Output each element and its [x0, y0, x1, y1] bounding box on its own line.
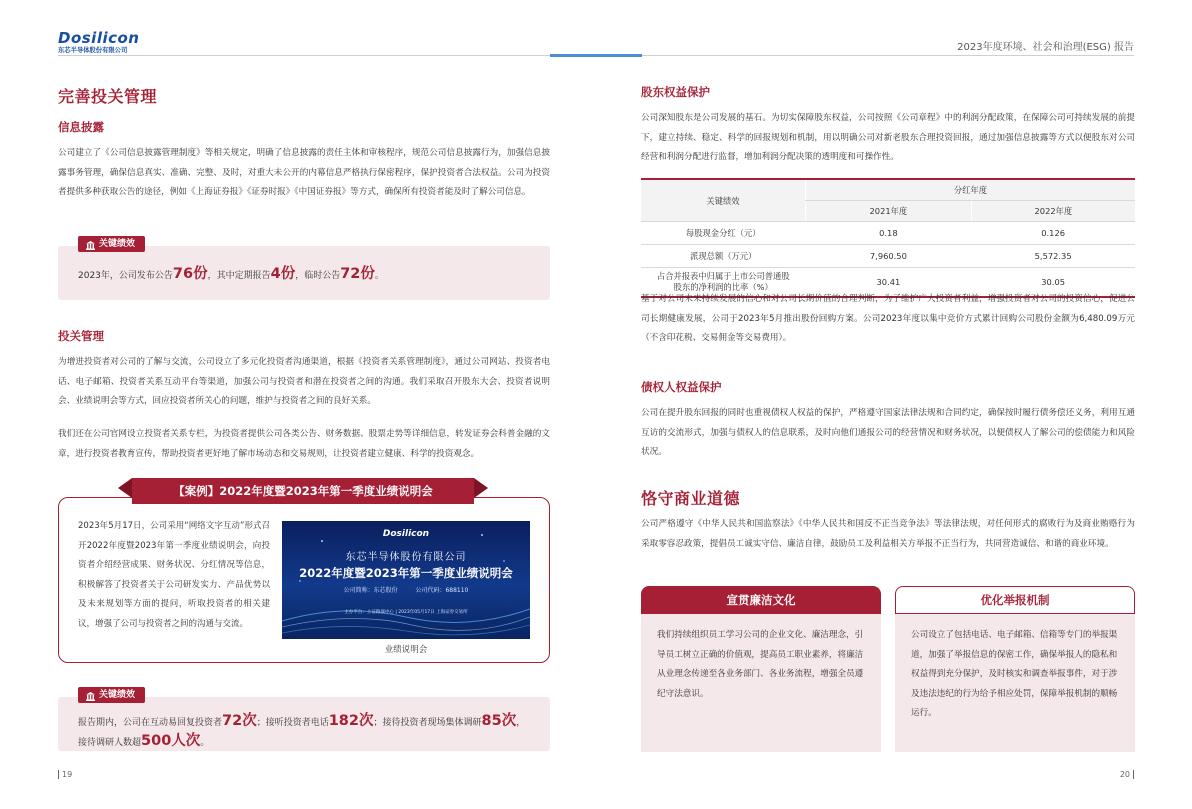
card-title: 宣贯廉洁文化: [641, 586, 881, 614]
section-title-ir: 完善投关管理: [58, 87, 158, 106]
webcast-abbr: 公司简称：东芯股份: [343, 587, 398, 594]
th-year-2022: 2022年度: [971, 201, 1135, 222]
kpi-value-periodic: 4份: [270, 266, 296, 282]
card-whistleblowing: [895, 586, 1135, 752]
section-title-shareholder: 股东权益保护: [641, 85, 710, 99]
case-banner-wing-left: [118, 478, 132, 498]
kpi-text-part: 报告期内，公司在互动易回复投资者: [78, 718, 223, 728]
webcast-title: 2022年度暨2023年第一季度业绩说明会: [299, 566, 513, 580]
case-banner-wing-right: [474, 478, 488, 498]
kpi-text-part: 。: [374, 271, 384, 281]
building-icon: [86, 691, 95, 700]
ir-paragraph-1: 为增进投资者对公司的了解与交流，公司设立了多元化投资者沟通渠道，根据《投资者关系管理制度》，通过公司网站、投资者电话、电子邮箱、投资者关系互动平台等渠道，加强公司与投资者和潜在投资者之间的沟通。我们采取召开股东大会、投资者说明会、业绩说明会等方式，回应投资者所关心的问题，维护与投资者之间的良好关系。: [58, 357, 550, 406]
page-number-text: 19: [62, 770, 73, 779]
row-label: 派现总额（万元）: [641, 245, 806, 268]
kpi-value-calls: 182次: [328, 713, 374, 729]
header-accent-line: [550, 54, 642, 57]
section-title-ethics: 恪守商业道德: [641, 489, 741, 508]
kpi-text-part: ；接听投资者电话: [256, 718, 329, 728]
kpi-text-part: 接待调研人数超: [78, 738, 142, 748]
page-number-text: 20: [1119, 770, 1130, 779]
dividend-table: [641, 178, 1135, 298]
cell: 30.41: [806, 268, 972, 298]
kpi-tag: [78, 236, 145, 252]
kpi-text-part: ，: [516, 718, 526, 728]
table-row: [641, 222, 1135, 245]
kpi-text-part: 。: [200, 738, 210, 748]
th-year-2021: 2021年度: [806, 201, 972, 222]
kpi-value-replies: 72次: [222, 713, 257, 729]
case-image-webcast: [282, 521, 530, 639]
kpi-tag-label: 关键绩效: [99, 690, 136, 700]
logo-wordmark: Dosilicon: [58, 29, 140, 47]
webcast-code: 公司代码：688110: [415, 587, 469, 594]
kpi-text-part: 2023年，公司发布公告: [78, 271, 173, 281]
webcast-company: 东芯半导体股份有限公司: [345, 552, 467, 563]
ethics-paragraph: 公司严格遵守《中华人民共和国监察法》《中华人民共和国反不正当竞争法》等法律法规，对任何形式的腐败行为及商业贿赂行为采取零容忍政策，提倡员工诚实守信、廉洁自律，鼓励员工及利益相关方举报不正当行为，共同营造诚信、和谐的商业环境。: [641, 519, 1135, 549]
subsection-title-disclosure: 信息披露: [58, 120, 104, 134]
page-number-left: [58, 770, 72, 779]
building-icon: [86, 240, 95, 249]
kpi-text-part: ，其中定期报告: [207, 271, 271, 281]
page-number-right: [1120, 770, 1134, 779]
kpi-tag: [78, 687, 145, 703]
webcast-footer: 主办平台：上证路演中心 | 2023年05月17日 上海证券交易所: [344, 610, 468, 615]
table-row: [641, 245, 1135, 268]
kpi-text-part: ，临时公告: [295, 271, 341, 281]
logo-company-name: 东芯半导体股份有限公司: [58, 47, 128, 54]
ir-paragraph-2: 我们还在公司官网设立投资者关系专栏，为投资者提供公司各类公告、财务数据、股票走势等详细信息，转发证券会科普金融的文章，进行投资者教育宣传，帮助投资者更好地了解市场动态和交易规则，让投资者建立健康、科学的投资观念。: [58, 429, 550, 459]
cell: 0.126: [971, 222, 1135, 245]
cell: 5,572.35: [971, 245, 1135, 268]
kpi-ir-text-line1: [78, 709, 525, 730]
kpi-ir-text-line2: [78, 729, 209, 750]
case-banner: 【案例】2022年度暨2023年第一季度业绩说明会: [132, 478, 474, 504]
case-image-caption: 业绩说明会: [384, 645, 428, 655]
webcast-stock-info: [282, 585, 530, 594]
kpi-tag-label: 关键绩效: [99, 239, 136, 249]
webcast-logo: Dosilicon: [382, 529, 430, 539]
th-dividend-year: 分红年度: [806, 179, 1136, 201]
table-header-row: [641, 179, 1135, 201]
row-label: 每股现金分红（元）: [641, 222, 806, 245]
card-title: 优化举报机制: [895, 586, 1135, 614]
shareholder-paragraph: 公司深知股东是公司发展的基石。为切实保障股东权益，公司按照《公司章程》中的利润分配政策，在保障公司可持续发展的前提下，建立持续、稳定、科学的回报规划和机制，用以明确公司对新老股东合理投资回报，通过加强信息披露等方式以便股东对公司经营和利润分配进行监督，增加利润分配决策的透明度和可操作性。: [641, 113, 1135, 162]
cell: 7,960.50: [806, 245, 972, 268]
case-text: 2023年5月17日，公司采用“网络文字互动”形式召开2022年度暨2023年第一季度业绩说明会，向投资者介绍经营成果、财务状况、分红情况等信息，积极解答了投资者关于公司研发实力、产品优势以及未来规划等方面的提问，听取投资者的相关建议，增强了公司与投资者之间的沟通与交流。: [78, 521, 270, 629]
cell: 0.18: [806, 222, 972, 245]
section-title-creditor: 债权人权益保护: [641, 380, 722, 394]
th-kpi: 关键绩效: [641, 179, 806, 222]
kpi-text-part: ；接待投资者现场集体调研: [373, 718, 482, 728]
subsection-title-ir: 投关管理: [58, 329, 104, 343]
kpi-value-surveys: 85次: [481, 713, 517, 729]
card-text: 公司设立了包括电话、电子邮箱、信箱等专门的举报渠道，加强了举报信息的保密工作，确保举报人的隐私和权益得到充分保护，及时核实和调查举报事件，对于涉及违法违纪的行为给予相应处罚，保障举报机制的顺畅运行。: [895, 614, 1135, 752]
row-label: 占合并报表中归属于上市公司普通股股东的净利润的比率（%）: [641, 268, 806, 298]
kpi-value-visitors: 500人次: [141, 733, 201, 749]
disclosure-paragraph: 公司建立了《公司信息披露管理制度》等相关规定，明确了信息披露的责任主体和审核程序，规范公司信息披露行为，加强信息披露事务管理，确保信息真实、准确、完整、及时，对重大未公开的内幕信息严格执行保密程序，保护投资者合法权益。公司为投资者提供多种获取公告的途径，例如《上海证券报》《证券时报》《中国证券报》等方式，确保所有投资者能及时了解公司信息。: [58, 148, 550, 197]
creditor-paragraph: 公司在提升股东回报的同时也重视债权人权益的保护，严格遵守国家法律法规和合同约定，确保按时履行债务偿还义务，利用互通互访的交流形式，加强与债权人的信息联系，及时向他们通报公司的经营情况和财务状况，以便债权人了解公司的偿债能力和风险状况。: [641, 408, 1135, 457]
card-text: 我们持续组织员工学习公司的企业文化、廉洁理念，引导员工树立正确的价值观，提高员工职业素养，将廉洁从业理念传递至各业务部门、各业务流程，增强全员遵纪守法意识。: [641, 614, 881, 752]
card-integrity-culture: [641, 586, 881, 752]
cell: 30.05: [971, 268, 1135, 298]
company-logo: [58, 30, 158, 55]
report-title: 2023年度环境、社会和治理(ESG) 报告: [957, 42, 1134, 53]
buyback-paragraph: 基于对公司未来持续发展的信心和对公司长期价值的合理判断，为了维护广大投资者利益，增强投资者对公司的投资信心，促进公司长期健康发展，公司于2023年5月推出股份回购方案。公司2023年度以集中竞价方式累计回购公司股份金额为6,480.09万元（不含印花税、交易佣金等交易费用）。: [641, 294, 1135, 343]
kpi-value-temporary: 72份: [340, 266, 375, 282]
kpi-value-announcements: 76份: [172, 266, 208, 282]
kpi-announcements-text: [78, 262, 384, 283]
